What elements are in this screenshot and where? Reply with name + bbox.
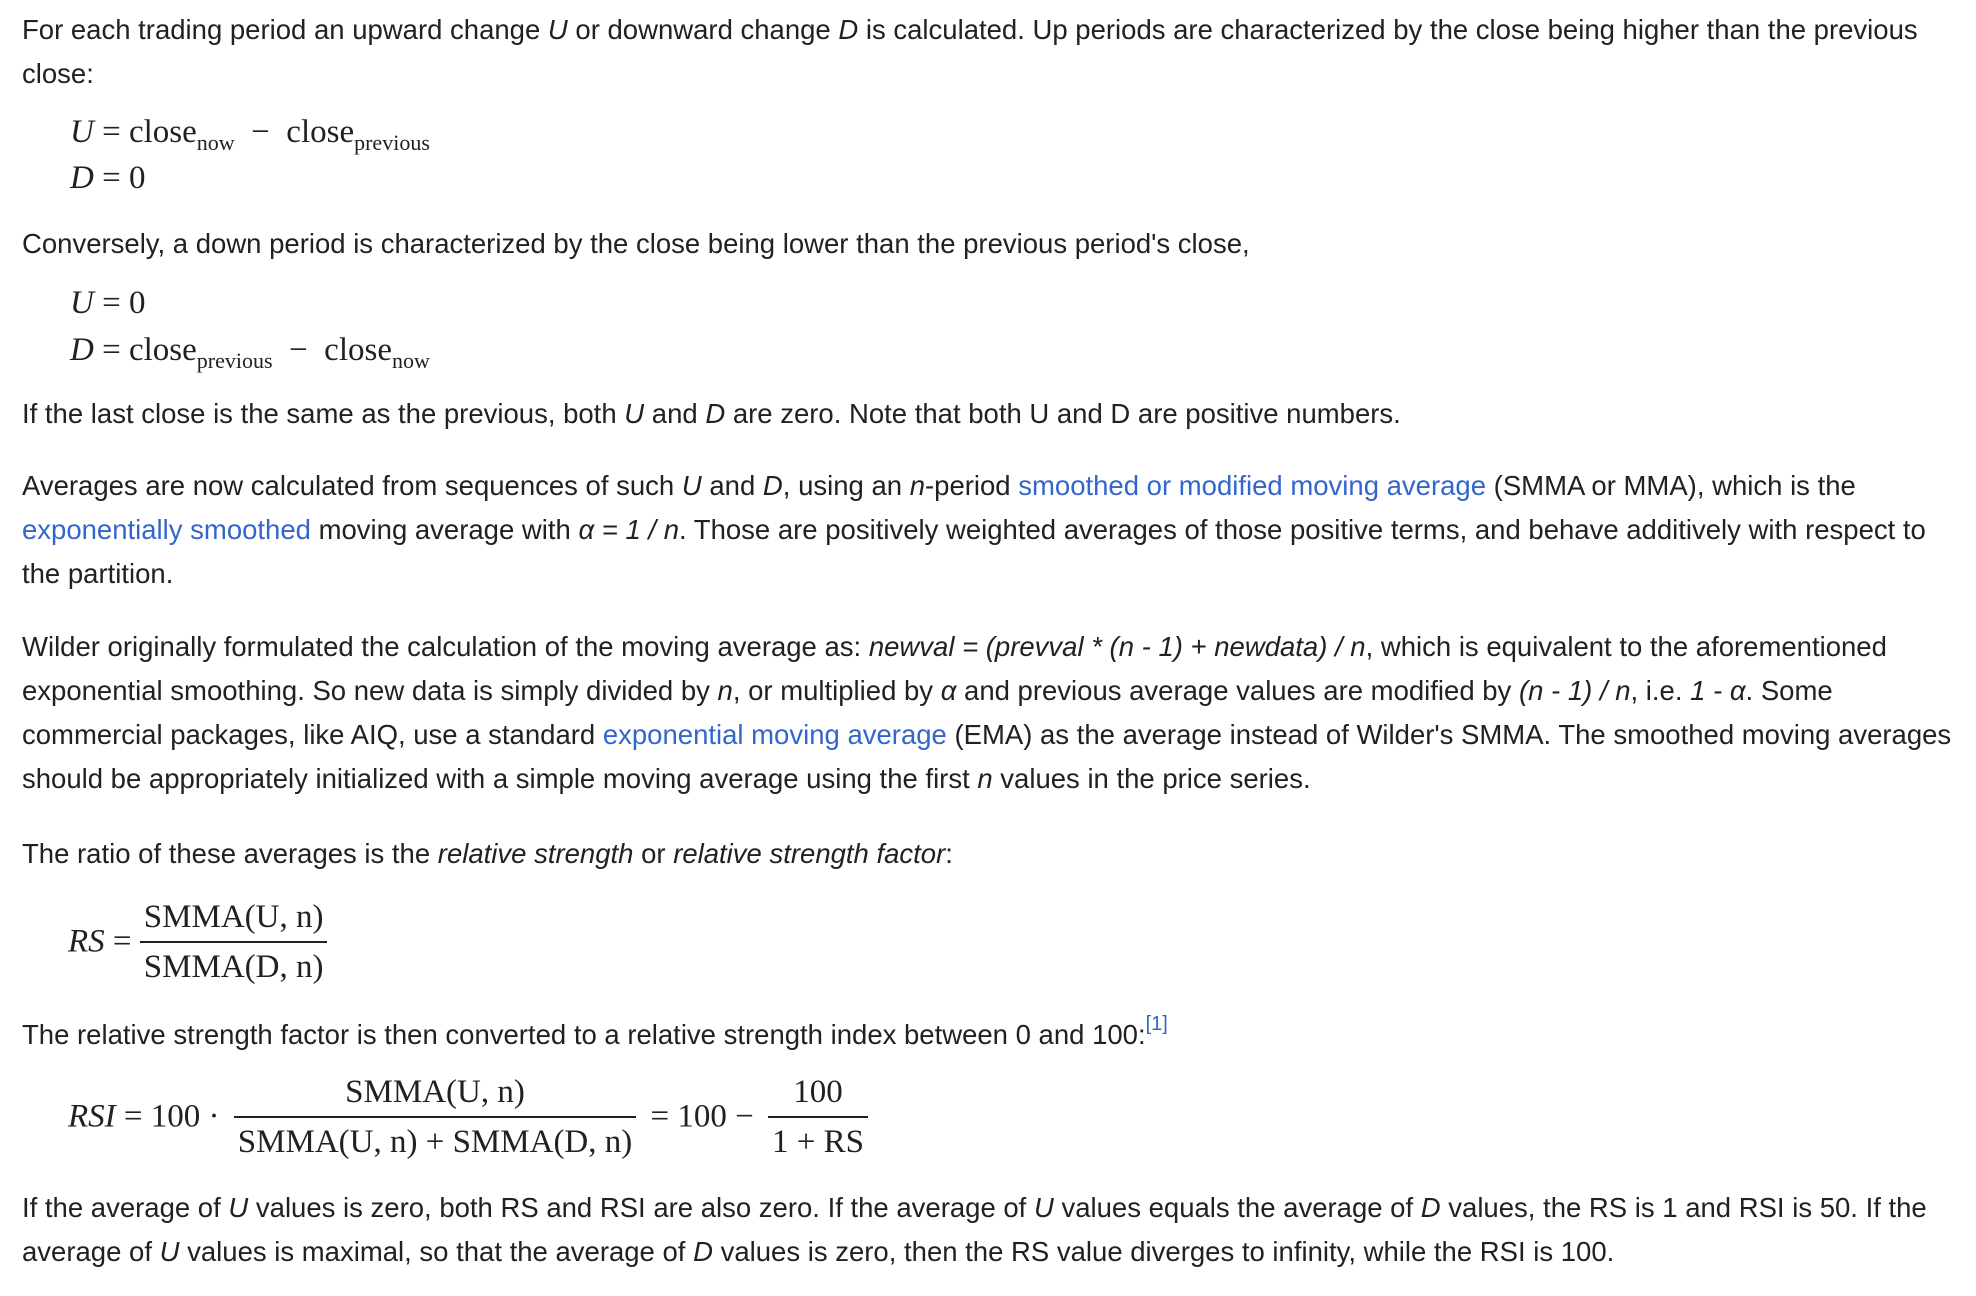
close-label: close xyxy=(324,332,392,368)
rsi-denominator: SMMA(U, n) + SMMA(D, n) xyxy=(237,1124,633,1160)
paragraph-averages xyxy=(22,464,1957,596)
paragraph-down xyxy=(22,222,1957,266)
rsi-numerator-simplified: 100 xyxy=(768,1068,868,1118)
term-relative-strength: relative strength xyxy=(437,838,634,869)
text: values in the price series. xyxy=(992,763,1311,794)
text: If the average of xyxy=(22,1192,229,1223)
alpha-formula: α = 1 / n xyxy=(578,514,679,545)
rsi-numerator: SMMA(U, n) xyxy=(234,1068,636,1118)
var-n: n xyxy=(717,675,733,706)
equals: = xyxy=(102,285,121,321)
zero: 0 xyxy=(128,285,146,321)
equation-up-d xyxy=(70,160,145,197)
text: Wilder originally formulated the calculation of the moving average as: xyxy=(22,631,869,662)
one-plus-rs: 1 + RS xyxy=(772,1124,864,1160)
text: values is zero, then the RS value diverges to infinity, while the RSI is 100. xyxy=(712,1236,1615,1267)
close-label: close xyxy=(128,114,197,150)
var-u: U xyxy=(159,1236,180,1267)
text: The ratio of these averages is the xyxy=(22,838,438,869)
one-minus-alpha: 1 - α xyxy=(1690,675,1746,706)
equation-up-u xyxy=(70,114,430,155)
var-n: n xyxy=(909,470,925,501)
var-d: D xyxy=(762,470,783,501)
text: : xyxy=(945,838,953,869)
equation-rs xyxy=(68,893,327,991)
rs-denominator: SMMA(D, n) xyxy=(143,949,324,985)
equals: = xyxy=(102,332,121,368)
text: and xyxy=(701,470,763,501)
minus: − xyxy=(251,114,270,150)
text: , using an xyxy=(782,470,910,501)
n-fraction: (n - 1) / n xyxy=(1518,675,1631,706)
hundred: 100 xyxy=(677,1098,727,1135)
paragraph-conclusion xyxy=(22,1186,1957,1274)
subscript-previous: previous xyxy=(196,348,273,373)
equals: = xyxy=(102,114,121,150)
wilder-formula: newval = (prevval * (n - 1) + newdata) / n xyxy=(868,631,1366,662)
var-d: D xyxy=(693,1236,713,1267)
var-d: D xyxy=(705,398,726,429)
paragraph-wilder xyxy=(22,625,1957,801)
text: Conversely, a down period is characterized by the close being lower than the previous period's close, xyxy=(22,228,1250,259)
var-d: D xyxy=(838,14,859,45)
text: values, the RS is 1 and RSI is 50. If the average of xyxy=(22,1192,1927,1267)
close-label: close xyxy=(128,332,197,368)
text: is calculated. Up periods are characterized by the close being higher than the previous close: xyxy=(22,14,1918,89)
text: , i.e. xyxy=(1630,675,1691,706)
var-d: D xyxy=(70,332,94,368)
rsi-fraction-simplified xyxy=(768,1068,868,1166)
text: The relative strength factor is then converted to a relative strength index between 0 and 100: xyxy=(22,1019,1146,1051)
text: . Those are positively weighted averages of those positive terms, and behave additively with respect to the partition. xyxy=(22,514,1926,589)
rsi-fraction xyxy=(234,1068,636,1166)
rsi-label: RSI xyxy=(68,1098,116,1135)
rs-numerator: SMMA(U, n) xyxy=(140,893,328,943)
text: and xyxy=(644,398,706,429)
equals: = xyxy=(102,160,121,196)
paragraph-rsi-intro xyxy=(22,1006,1957,1057)
text: or xyxy=(633,838,674,869)
text: Averages are now calculated from sequences of such xyxy=(22,470,682,501)
rs-label: RS xyxy=(68,923,105,960)
rs-fraction xyxy=(140,893,328,991)
term-relative-strength-factor: relative strength factor xyxy=(673,838,946,869)
var-alpha: α xyxy=(940,675,957,706)
text: If the last close is the same as the previous, both xyxy=(22,398,625,429)
link-smoothed-moving-average[interactable]: smoothed or modified moving average xyxy=(1018,470,1487,501)
text: and previous average values are modified by xyxy=(956,675,1519,706)
text: are zero. Note that both U and D are positive numbers. xyxy=(725,398,1401,429)
var-d: D xyxy=(70,160,94,196)
text: . Some commercial packages, like AIQ, use a standard xyxy=(22,675,1833,750)
text: values equals the average of xyxy=(1053,1192,1421,1223)
var-u: U xyxy=(624,398,645,429)
subscript-previous: previous xyxy=(354,130,430,155)
text: moving average with xyxy=(310,514,579,545)
link-exponential-moving-average[interactable]: exponential moving average xyxy=(602,719,947,750)
zero: 0 xyxy=(128,160,146,196)
equals: = xyxy=(650,1098,670,1135)
paragraph-ratio xyxy=(22,832,1957,876)
var-u: U xyxy=(547,14,568,45)
var-u: U xyxy=(681,470,702,501)
paragraph-equal xyxy=(22,392,1957,436)
subscript-now: now xyxy=(196,130,235,155)
text: -period xyxy=(925,470,1019,501)
text: (EMA) as the average instead of Wilder's SMMA. The smoothed moving averages should be appropriately initialized with a simple moving average using the first xyxy=(22,719,1952,794)
multiply-dot: · xyxy=(208,1098,220,1135)
var-n: n xyxy=(977,763,993,794)
subscript-now: now xyxy=(391,348,430,373)
equation-down-u xyxy=(70,285,145,322)
equals: = xyxy=(112,923,132,960)
reference-link[interactable]: [1] xyxy=(1145,1013,1168,1035)
text: (SMMA or MMA), which is the xyxy=(1486,470,1856,501)
equation-rsi xyxy=(68,1068,868,1166)
equals: = xyxy=(123,1098,143,1135)
paragraph-intro xyxy=(22,8,1957,96)
var-u: U xyxy=(70,114,94,150)
link-exponentially-smoothed[interactable]: exponentially smoothed xyxy=(22,514,311,545)
var-u: U xyxy=(70,285,94,321)
minus: − xyxy=(289,332,308,368)
minus: − xyxy=(735,1098,754,1135)
text: For each trading period an upward change xyxy=(22,14,548,45)
var-d: D xyxy=(1420,1192,1441,1223)
var-u: U xyxy=(1033,1192,1054,1223)
equation-down-d xyxy=(70,332,430,373)
text: , which is equivalent to the aforementioned exponential smoothing. So new data is simply divided by xyxy=(22,631,1887,706)
text: , or multiplied by xyxy=(732,675,941,706)
rsi-denominator-simplified xyxy=(768,1118,868,1166)
text: values is maximal, so that the average of xyxy=(179,1236,694,1267)
hundred: 100 xyxy=(150,1098,201,1135)
text: or downward change xyxy=(567,14,839,45)
text: values is zero, both RS and RSI are also zero. If the average of xyxy=(248,1192,1034,1223)
close-label: close xyxy=(286,114,355,150)
var-u: U xyxy=(228,1192,249,1223)
